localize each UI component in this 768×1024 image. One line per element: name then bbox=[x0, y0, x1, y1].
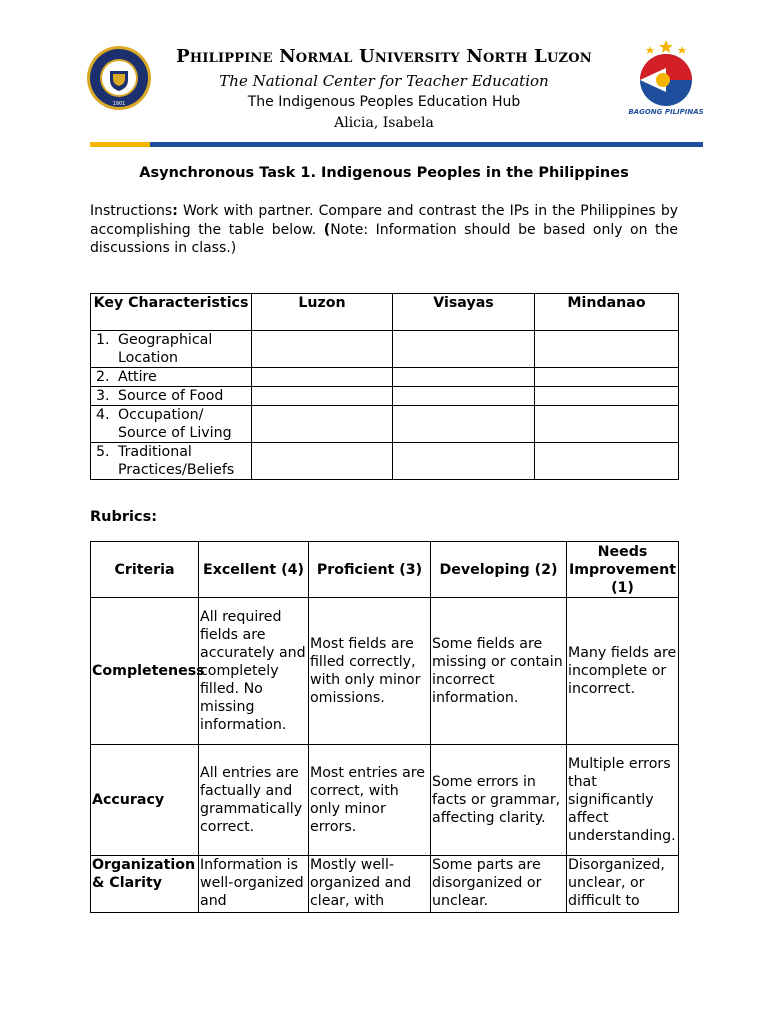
task-title: Asynchronous Task 1. Indigenous Peoples in the Philippines bbox=[139, 165, 629, 181]
note-text: Note: Information should be based only on the discussions in class.) bbox=[90, 221, 678, 256]
header-rule-gold bbox=[90, 142, 150, 147]
header-luzon: Luzon bbox=[252, 294, 393, 331]
visayas-cell[interactable] bbox=[393, 368, 535, 387]
table-row bbox=[91, 331, 679, 368]
excellent-cell: All required fields are accurately and completely filled. No missing information. bbox=[199, 598, 309, 745]
luzon-cell[interactable] bbox=[252, 443, 393, 480]
bagong-pilipinas-logo bbox=[625, 38, 707, 120]
instructions-colon: : bbox=[172, 203, 178, 219]
characteristic-cell: 2. Attire bbox=[91, 368, 252, 387]
rubric-table bbox=[90, 541, 679, 913]
bp-logo-text: BAGONG PILIPINAS bbox=[628, 108, 704, 116]
instructions-paragraph bbox=[90, 202, 678, 258]
university-seal-logo bbox=[86, 45, 152, 111]
visayas-cell[interactable] bbox=[393, 443, 535, 480]
table-row bbox=[91, 387, 679, 406]
campus-location: Alicia, Isabela bbox=[334, 115, 434, 131]
criteria-cell: Organization & Clarity bbox=[91, 856, 199, 913]
mindanao-cell[interactable] bbox=[535, 331, 679, 368]
table-row bbox=[91, 856, 679, 913]
ip-comparison-table bbox=[90, 293, 679, 480]
luzon-cell[interactable] bbox=[252, 368, 393, 387]
characteristic-cell: 1. Geographical Location bbox=[91, 331, 252, 368]
header-developing: Developing (2) bbox=[431, 542, 567, 598]
needs-improvement-cell: Many fields are incomplete or incorrect. bbox=[567, 598, 679, 745]
excellent-cell: Information is well-organized and bbox=[199, 856, 309, 913]
excellent-cell: All entries are factually and grammatically correct. bbox=[199, 745, 309, 856]
table-row bbox=[91, 745, 679, 856]
header-key-characteristics: Key Characteristics bbox=[91, 294, 252, 331]
mindanao-cell[interactable] bbox=[535, 443, 679, 480]
university-subtitle: The National Center for Teacher Education bbox=[219, 72, 549, 90]
header-mindanao: Mindanao bbox=[535, 294, 679, 331]
table-row bbox=[91, 598, 679, 745]
characteristic-cell: 3. Source of Food bbox=[91, 387, 252, 406]
table-header-row bbox=[91, 294, 679, 331]
mindanao-cell[interactable] bbox=[535, 406, 679, 443]
instructions-text: Work with partner. Compare and contrast the IPs in the Philippines by accomplishing the table below. bbox=[90, 203, 678, 238]
proficient-cell: Most fields are filled correctly, with only minor omissions. bbox=[309, 598, 431, 745]
criteria-cell: Accuracy bbox=[91, 745, 199, 856]
mindanao-cell[interactable] bbox=[535, 368, 679, 387]
developing-cell: Some parts are disorganized or unclear. bbox=[431, 856, 567, 913]
characteristic-cell: 4. Occupation/ Source of Living bbox=[91, 406, 252, 443]
header-visayas: Visayas bbox=[393, 294, 535, 331]
rubrics-label: Rubrics: bbox=[90, 509, 158, 525]
table-row bbox=[91, 368, 679, 387]
header-proficient: Proficient (3) bbox=[309, 542, 431, 598]
visayas-cell[interactable] bbox=[393, 406, 535, 443]
header-rule-blue bbox=[150, 142, 703, 147]
table-row bbox=[91, 443, 679, 480]
proficient-cell: Mostly well-organized and clear, with bbox=[309, 856, 431, 913]
header-excellent: Excellent (4) bbox=[199, 542, 309, 598]
table-row bbox=[91, 406, 679, 443]
criteria-cell: Completeness bbox=[91, 598, 199, 745]
needs-improvement-cell: Multiple errors that significantly affect understanding. bbox=[567, 745, 679, 856]
luzon-cell[interactable] bbox=[252, 331, 393, 368]
seal-year: 1901 bbox=[112, 101, 126, 107]
developing-cell: Some errors in facts or grammar, affecting clarity. bbox=[431, 745, 567, 856]
luzon-cell[interactable] bbox=[252, 406, 393, 443]
needs-improvement-cell: Disorganized, unclear, or difficult to bbox=[567, 856, 679, 913]
rubric-header-row bbox=[91, 542, 679, 598]
visayas-cell[interactable] bbox=[393, 387, 535, 406]
visayas-cell[interactable] bbox=[393, 331, 535, 368]
luzon-cell[interactable] bbox=[252, 387, 393, 406]
header-criteria: Criteria bbox=[91, 542, 199, 598]
university-name: Philippine Normal University North Luzon bbox=[176, 46, 592, 67]
hub-name: The Indigenous Peoples Education Hub bbox=[247, 94, 521, 110]
developing-cell: Some fields are missing or contain incorrect information. bbox=[431, 598, 567, 745]
header-needs-improvement: Needs Improvement (1) bbox=[567, 542, 679, 598]
instructions-label: Instructions bbox=[90, 203, 173, 219]
characteristic-cell: 5. Traditional Practices/Beliefs bbox=[91, 443, 252, 480]
note-open-paren: ( bbox=[323, 221, 331, 238]
mindanao-cell[interactable] bbox=[535, 387, 679, 406]
proficient-cell: Most entries are correct, with only minor errors. bbox=[309, 745, 431, 856]
